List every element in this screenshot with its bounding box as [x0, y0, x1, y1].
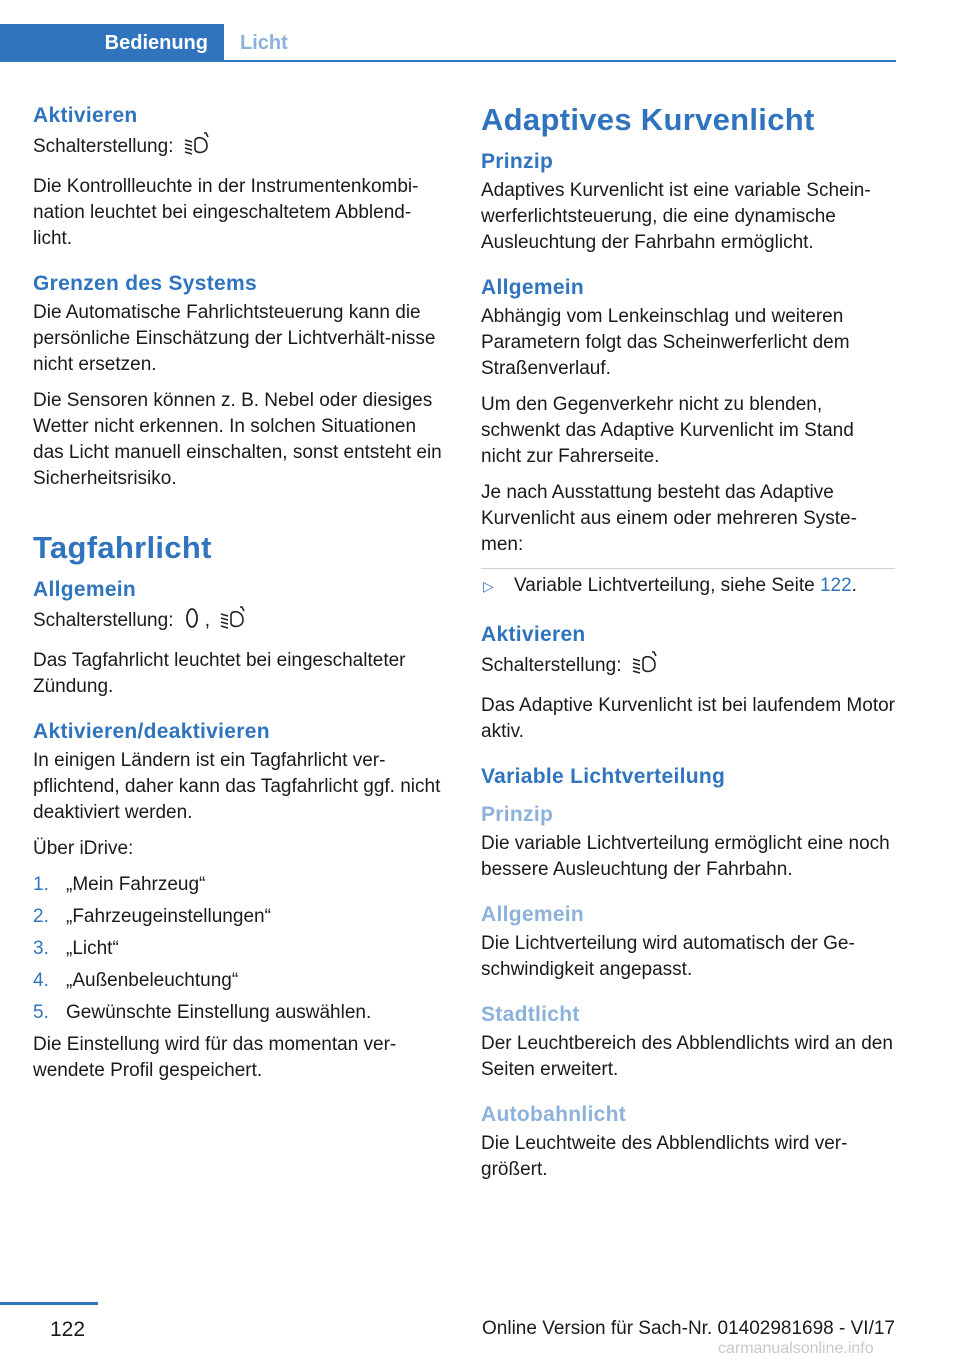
- heading-vl-prinzip: Prinzip: [481, 803, 554, 826]
- online-version-note: Online Version für Sach-Nr. 01402981698 - VI/17: [482, 1318, 895, 1339]
- triangle-bullet-icon: ▷: [483, 578, 494, 594]
- akt-text: In einigen Ländern ist ein Tagfahrlicht ver-pflichtend, daher kann das Tagfahrlicht ggf. nicht deaktiviert werden.: [33, 750, 441, 823]
- header-rule: [0, 60, 896, 62]
- aktivieren-kurvenlicht-text: Das Adaptive Kurvenlicht ist bei laufendem Motor aktiv.: [481, 695, 895, 742]
- heading-grenzen: Grenzen des Systems: [33, 272, 257, 295]
- page-link[interactable]: 122: [819, 575, 852, 596]
- low-beam-auto-icon: [183, 132, 211, 164]
- list-item: 4. „Außenbeleuchtung“: [33, 970, 239, 991]
- idrive-text: Über iDrive:: [33, 838, 134, 859]
- header-tabbar: [0, 24, 896, 62]
- tab-bedienung[interactable]: Bedienung: [0, 24, 224, 62]
- title-tagfahrlicht: Tagfahrlicht: [33, 530, 212, 565]
- heading-allgemein-tagfahrlicht: Allgemein: [33, 578, 137, 601]
- page-number: 122: [50, 1318, 86, 1341]
- allgemein-p3: Je nach Ausstattung besteht das Adaptive Kurvenlicht aus einem oder mehreren Syste-men:: [481, 482, 857, 555]
- kontrollleuchte-text: Die Kontrollleuchte in der Instrumentenkombi-nation leuchtet bei eingeschaltetem Abblend-licht.: [33, 176, 419, 249]
- right-column: [481, 102, 895, 1193]
- list-item: ▷ Variable Lichtverteilung, siehe Seite 122.: [481, 569, 895, 603]
- idrive-steps: [33, 872, 449, 1026]
- title-adaptives-kurvenlicht: Adaptives Kurvenlicht: [481, 102, 815, 137]
- prinzip-text: Adaptives Kurvenlicht ist eine variable Schein-werferlichtsteuerung, die eine dynamische Ausleuchtung der Fahrbahn ermöglicht.: [481, 180, 871, 253]
- switch-position-line-tagfahrlicht: Schalterstellung: ,: [33, 606, 449, 638]
- grenzen-p1: Die Automatische Fahrlichtsteuerung kann die persönliche Einschätzung der Lichtverhält-nisse nicht ersetzen.: [33, 302, 436, 375]
- watermark: carmanualsonline.info: [718, 1340, 874, 1357]
- heading-aktivieren-kurvenlicht: Aktivieren: [481, 623, 586, 646]
- systems-list: [481, 568, 895, 603]
- autobahnlicht-text: Die Leuchtweite des Abblendlichts wird ver-größert.: [481, 1133, 848, 1180]
- list-item: 2. „Fahrzeugeinstellungen“: [33, 906, 271, 927]
- heading-stadtlicht: Stadtlicht: [481, 1003, 580, 1026]
- low-beam-auto-icon: [219, 606, 247, 638]
- switch-position-line: Schalterstellung:: [33, 132, 449, 164]
- vl-allgemein-text: Die Lichtverteilung wird automatisch der Ge-schwindigkeit angepasst.: [481, 933, 855, 980]
- grenzen-p2: Die Sensoren können z. B. Nebel oder diesiges Wetter nicht erkennen. In solchen Situationen das Licht manuell einschalten, sonst entsteht ein Sicherheitsrisiko.: [33, 390, 442, 489]
- heading-aktivieren: Aktivieren: [33, 104, 138, 127]
- page-number-rule: [0, 1302, 98, 1305]
- heading-aktivieren-deaktivieren: Aktivieren/deaktivieren: [33, 720, 270, 743]
- low-beam-auto-icon: [631, 651, 659, 683]
- profil-text: Die Einstellung wird für das momentan ver-wendete Profil gespeichert.: [33, 1034, 397, 1081]
- stadtlicht-text: Der Leuchtbereich des Abblendlichts wird an den Seiten erweitert.: [481, 1033, 893, 1080]
- heading-vl-allgemein: Allgemein: [481, 903, 585, 926]
- vl-prinzip-text: Die variable Lichtverteilung ermöglicht eine noch bessere Ausleuchtung der Fahrbahn.: [481, 833, 890, 880]
- position-light-off-icon: [183, 606, 201, 638]
- heading-autobahnlicht: Autobahnlicht: [481, 1103, 627, 1126]
- tagfahrlicht-allgemein-text: Das Tagfahrlicht leuchtet bei eingeschalteter Zündung.: [33, 650, 406, 697]
- tab-licht[interactable]: Licht: [240, 31, 288, 54]
- list-item: 3. „Licht“: [33, 938, 119, 959]
- list-item: 1. „Mein Fahrzeug“: [33, 874, 206, 895]
- allgemein-p2: Um den Gegenverkehr nicht zu blenden, schwenkt das Adaptive Kurvenlicht im Stand nicht zur Fahrerseite.: [481, 394, 854, 467]
- switch-position-line-kurvenlicht: Schalterstellung:: [481, 651, 895, 683]
- list-item: 5. Gewünschte Einstellung auswählen.: [33, 1002, 372, 1023]
- heading-variable-lichtverteilung: Variable Lichtverteilung: [481, 765, 726, 788]
- heading-allgemein: Allgemein: [481, 276, 585, 299]
- heading-prinzip: Prinzip: [481, 150, 554, 173]
- allgemein-p1: Abhängig vom Lenkeinschlag und weiteren Parametern folgt das Scheinwerferlicht dem Straßenverlauf.: [481, 306, 850, 379]
- left-column: [33, 102, 449, 1094]
